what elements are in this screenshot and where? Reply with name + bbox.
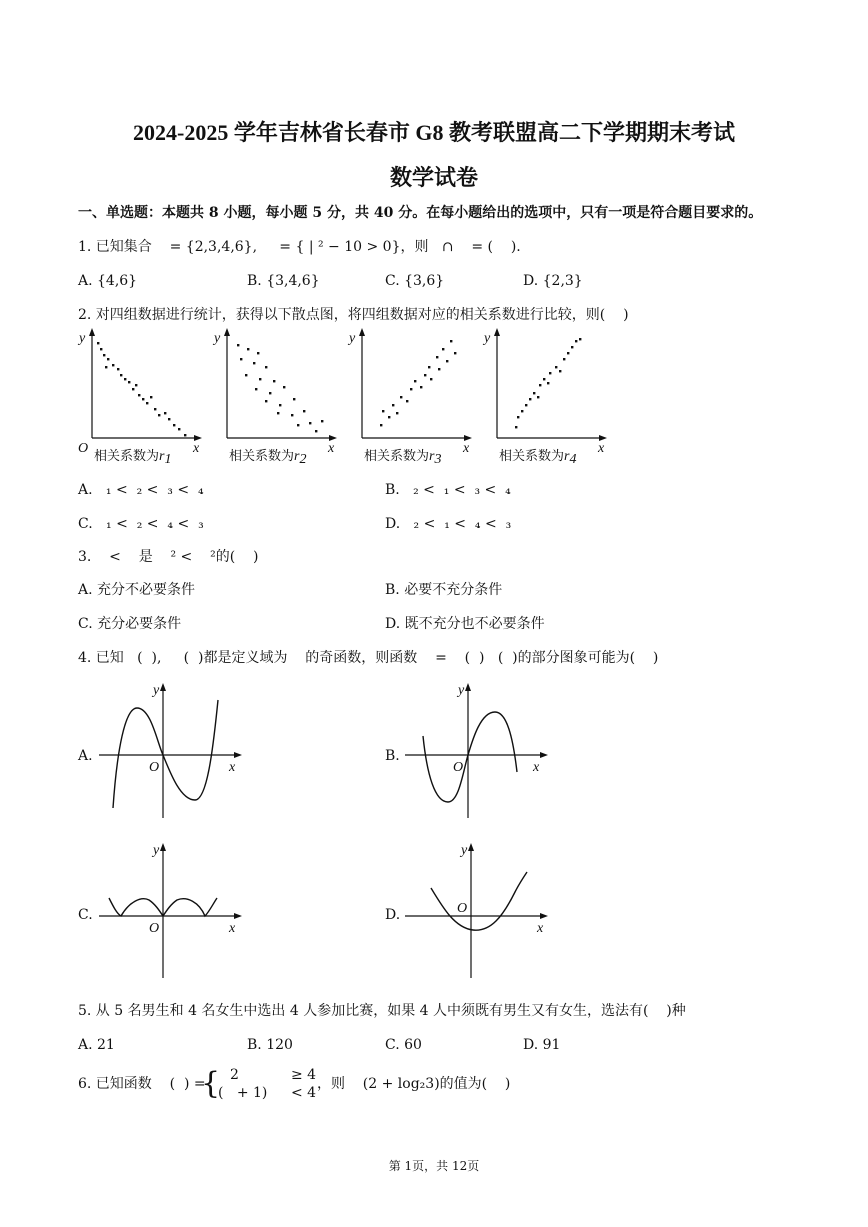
scatter-plot-4	[482, 328, 607, 467]
axis-y-label: y	[214, 331, 221, 346]
q6-case2-condition: < 4	[291, 1085, 317, 1101]
svg-text:O: O	[457, 901, 468, 916]
graph-d	[403, 840, 553, 980]
plot-caption: 相关系数为	[229, 449, 295, 464]
q6-case2-value: ( + 1)	[218, 1085, 268, 1101]
plot-caption: 相关系数为	[94, 449, 160, 464]
svg-text:相关系数为r3: 相关系数为r3	[364, 449, 442, 467]
q1-option-c: C. {3,6}	[385, 273, 445, 289]
axis-x-label: x	[193, 441, 200, 456]
svg-text:x: x	[229, 760, 236, 775]
axis-y-label: y	[349, 331, 356, 346]
axis-y-label: y	[484, 331, 491, 346]
graph-a	[95, 680, 245, 820]
exam-subtitle: 数学试卷	[389, 165, 478, 190]
q1-option-a: A. {4,6}	[78, 273, 138, 289]
q1-option-b: B. {3,4,6}	[247, 273, 320, 289]
svg-text:相关系数为r1: 相关系数为r1	[94, 449, 172, 467]
svg-text:y: y	[153, 683, 160, 698]
axis-x-label: x	[463, 441, 470, 456]
piecewise-brace: {	[201, 1066, 221, 1101]
scatter-plot-3	[347, 328, 472, 467]
q4-option-d-label: D.	[385, 907, 401, 923]
section-heading: 一、单选题：本题共 8 小题，每小题 5 分，共 40 分。在每小题给出的选项中，只有一项是符合题目要求的。	[78, 205, 763, 221]
graph-c	[95, 840, 245, 980]
q2-option-b: B. ₂ < ₁ < ₃ < ₄	[385, 482, 511, 498]
q6-stem-b: ，则 (2 + log₂3)的值为( )	[317, 1076, 511, 1092]
q3-option-a: A. 充分不必要条件	[78, 582, 196, 598]
q5-option-c: C. 60	[385, 1037, 422, 1053]
svg-text:相关系数为r4: 相关系数为r4	[499, 449, 577, 467]
q5-option-d: D. 91	[523, 1037, 561, 1053]
axis-y-label: y	[79, 331, 86, 346]
exam-title: 2024-2025 学年吉林省长春市 G8 教考联盟高二下学期期末考试	[133, 120, 735, 145]
graph-b	[403, 680, 553, 820]
svg-text:x: x	[229, 921, 236, 936]
scatter-plot-2	[212, 328, 337, 467]
q1-option-d: D. {2,3}	[523, 273, 583, 289]
q3-option-d: D. 既不充分也不必要条件	[385, 616, 545, 632]
q2-option-c: C. ₁ < ₂ < ₄ < ₃	[78, 516, 204, 532]
axis-x-label: x	[328, 441, 335, 456]
scatter-plot-1	[77, 328, 202, 467]
scatter-plots	[72, 326, 632, 471]
plot-caption: 相关系数为	[499, 449, 565, 464]
svg-text:y: y	[153, 843, 160, 858]
q3-option-b: B. 必要不充分条件	[385, 582, 503, 598]
q5-option-b: B. 120	[247, 1037, 293, 1053]
q4-option-b-label: B.	[385, 748, 400, 764]
q4-option-a-label: A.	[78, 748, 93, 764]
q3-option-c: C. 充分必要条件	[78, 616, 182, 632]
svg-text:x: x	[537, 921, 544, 936]
q5-option-a: A. 21	[78, 1037, 115, 1053]
q6-case1-value: 2	[230, 1067, 239, 1083]
axis-x-label: x	[598, 441, 605, 456]
svg-text:O: O	[453, 760, 464, 775]
q4-stem: 4. 已知 ( ), ( )都是定义域为 的奇函数，则函数 = ( ) ( )的部分图象可能为( )	[78, 650, 659, 666]
svg-text:y: y	[461, 843, 468, 858]
q1-stem: 1. 已知集合 = {2,3,4,6}, = { | ² − 10 > 0}，则 ∩ = ( ).	[78, 239, 521, 255]
q3-stem: 3. < 是 ² < ²的( )	[78, 549, 259, 565]
q4-option-c-label: C.	[78, 907, 93, 923]
q2-option-d: D. ₂ < ₁ < ₄ < ₃	[385, 516, 512, 532]
q6-stem-a: 6. 已知函数 ( ) =	[78, 1076, 211, 1092]
svg-text:x: x	[533, 760, 540, 775]
origin-label: O	[78, 441, 89, 456]
svg-text:相关系数为r2: 相关系数为r2	[229, 449, 307, 467]
q2-stem: 2. 对四组数据进行统计，获得以下散点图，将四组数据对应的相关系数进行比较，则( )	[78, 307, 629, 323]
svg-text:O: O	[149, 760, 160, 775]
svg-text:y: y	[458, 683, 465, 698]
q6-case1-condition: ≥ 4	[291, 1067, 317, 1083]
q5-stem: 5. 从 5 名男生和 4 名女生中选出 4 人参加比赛，如果 4 人中须既有男生又有女生，选法有( )种	[78, 1003, 686, 1019]
page-footer: 第 1页，共 12页	[388, 1159, 480, 1173]
plot-caption: 相关系数为	[364, 449, 430, 464]
svg-text:O: O	[149, 921, 160, 936]
q2-option-a: A. ₁ < ₂ < ₃ < ₄	[78, 482, 204, 498]
